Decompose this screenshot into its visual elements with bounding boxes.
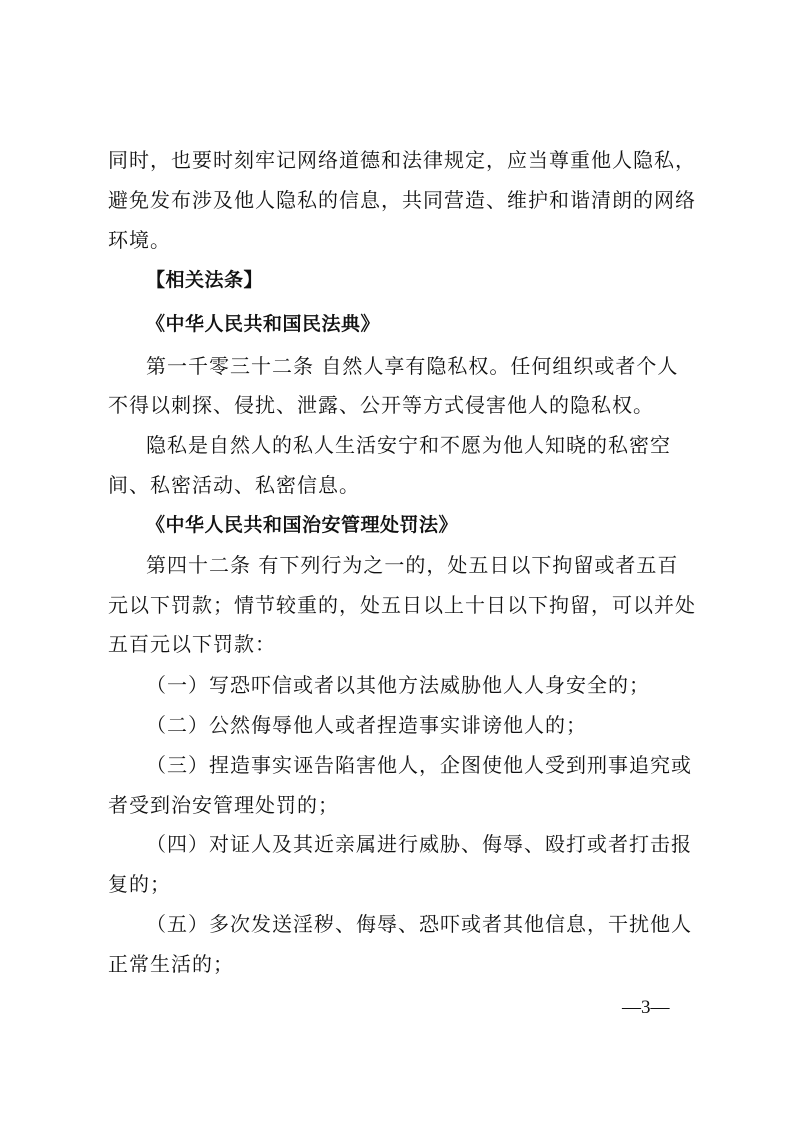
article-line: 第四十二条 有下列行为之一的，处五日以下拘留或者五百: [146, 553, 679, 577]
law-title-civil-code: 《中华人民共和国民法典》: [146, 313, 381, 335]
paragraph-line: 环境。: [108, 228, 171, 252]
paragraph-line: 避免发布涉及他人隐私的信息，共同营造、维护和谐清朗的网络: [108, 188, 696, 212]
paragraph-line: 同时，也要时刻牢记网络道德和法律规定，应当尊重他人隐私，: [108, 148, 696, 172]
page-number: —3—: [622, 997, 670, 1018]
list-item: （四）对证人及其近亲属进行威胁、侮辱、殴打或者打击报: [146, 832, 692, 856]
list-item-continued: 复的；: [108, 872, 171, 896]
list-item: （二）公然侮辱他人或者捏造事实诽谤他人的；: [146, 713, 587, 737]
article-line: 第一千零三十二条 自然人享有隐私权。任何组织或者个人: [146, 354, 679, 378]
article-line: 不得以刺探、侵扰、泄露、公开等方式侵害他人的隐私权。: [108, 393, 654, 417]
article-line: 元以下罚款；情节较重的，处五日以上十日以下拘留，可以并处: [108, 593, 696, 617]
list-item: （一）写恐吓信或者以其他方法威胁他人人身安全的；: [146, 673, 650, 697]
list-item: （三）捏造事实诬告陷害他人，企图使他人受到刑事追究或: [146, 753, 692, 777]
article-line: 五百元以下罚款：: [108, 632, 276, 656]
article-line: 隐私是自然人的私人生活安宁和不愿为他人知晓的私密空: [146, 433, 671, 457]
article-line: 间、私密活动、私密信息。: [108, 473, 360, 497]
list-item-continued: 正常生活的；: [108, 952, 234, 976]
section-heading: 【相关法条】: [146, 269, 264, 291]
list-item-continued: 者受到治安管理处罚的；: [108, 793, 339, 817]
list-item: （五）多次发送淫秽、侮辱、恐吓或者其他信息，干扰他人: [146, 912, 692, 936]
law-title-public-security: 《中华人民共和国治安管理处罚法》: [146, 514, 459, 536]
